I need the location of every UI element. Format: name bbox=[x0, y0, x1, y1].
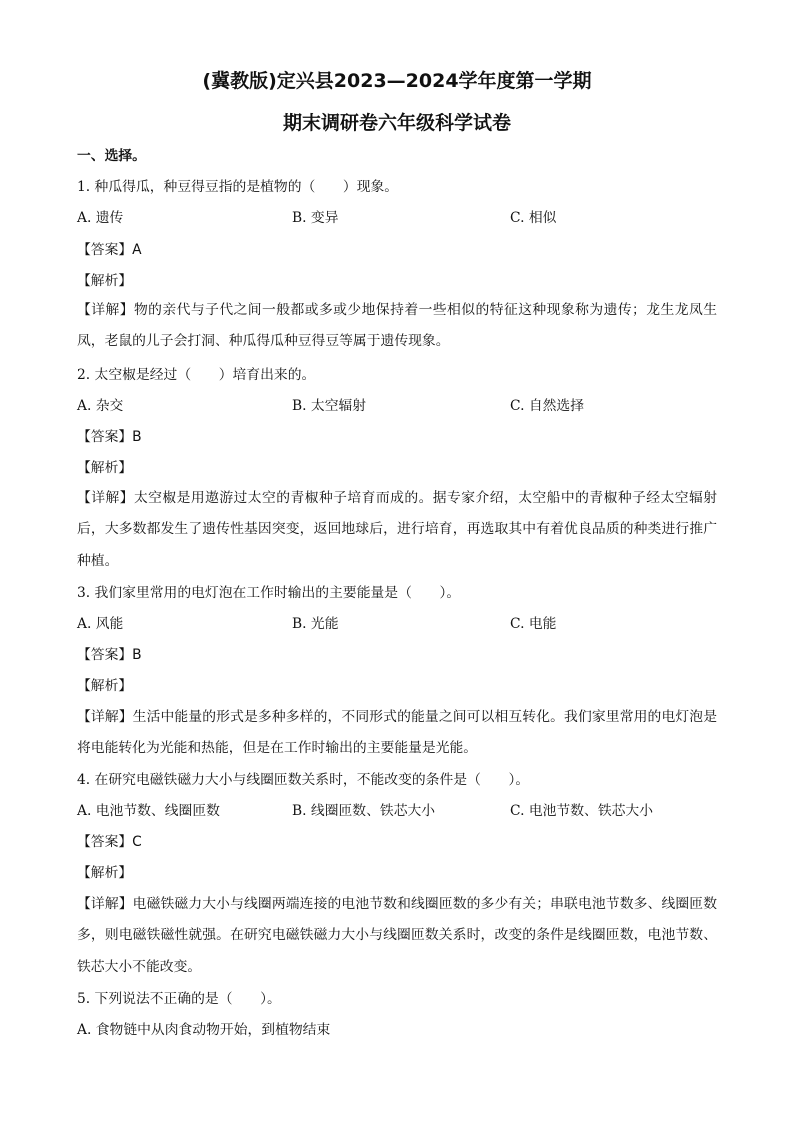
question-1-option-b: B. 变异 bbox=[292, 210, 339, 226]
detail-label: 【详解】 bbox=[77, 490, 134, 506]
detail-label: 【详解】 bbox=[77, 709, 133, 725]
question-stem-5: 5. 下列说法不正确的是（ ）。 bbox=[77, 991, 281, 1007]
question-4-option-c: C. 电池节数、铁芯大小 bbox=[510, 803, 654, 819]
question-2-answer: 【答案】B bbox=[77, 429, 142, 445]
question-5-option-a: A. 食物链中从肉食动物开始，到植物结束 bbox=[77, 1022, 331, 1038]
page-title-line-1: (冀教版)定兴县2023—2024学年度第一学期 bbox=[202, 70, 592, 92]
question-1-answer: 【答案】A bbox=[77, 242, 142, 258]
section-heading: 一、选择。 bbox=[77, 148, 146, 164]
question-4-analysis-label: 【解析】 bbox=[77, 865, 133, 881]
question-stem-2: 2. 太空椒是经过（ ）培育出来的。 bbox=[77, 367, 316, 383]
detail-text: 电磁铁磁力大小与线圈两端连接的电池节数和线圈匝数的多少有关；串联电池节数多、线圈匝数多，则电磁铁磁性就强。在研究电磁铁磁力大小与线圈匝数关系时，改变的条件是线圈匝数，电池节数、铁芯大小不能改变。 bbox=[77, 896, 718, 975]
detail-label: 【详解】 bbox=[77, 302, 134, 318]
detail-text: 生活中能量的形式是多种多样的，不同形式的能量之间可以相互转化。我们家里常用的电灯泡是将电能转化为光能和热能，但是在工作时输出的主要能量是光能。 bbox=[77, 709, 718, 757]
question-3-answer: 【答案】B bbox=[77, 647, 142, 663]
question-4-answer: 【答案】C bbox=[77, 834, 142, 850]
detail-text: 物的亲代与子代之间一般都或多或少地保持着一些相似的特征这种现象称为遗传；龙生龙凤生凤，老鼠的儿子会打洞、种瓜得瓜种豆得豆等属于遗传现象。 bbox=[77, 302, 718, 350]
question-2-detail bbox=[77, 483, 717, 577]
question-3-detail bbox=[77, 702, 717, 765]
question-stem-1: 1. 种瓜得瓜，种豆得豆指的是植物的（ ）现象。 bbox=[77, 179, 399, 195]
question-4-option-b: B. 线圈匝数、铁芯大小 bbox=[292, 803, 436, 819]
detail-label: 【详解】 bbox=[77, 896, 133, 912]
question-1-option-a: A. 遗传 bbox=[77, 210, 124, 226]
question-2-option-b: B. 太空辐射 bbox=[292, 398, 367, 414]
question-3-option-a: A. 风能 bbox=[77, 616, 124, 632]
question-3-option-b: B. 光能 bbox=[292, 616, 339, 632]
page-title-line-2: 期末调研卷六年级科学试卷 bbox=[282, 112, 511, 134]
question-1-detail bbox=[77, 295, 717, 358]
question-1-option-c: C. 相似 bbox=[510, 210, 557, 226]
detail-text: 太空椒是用遨游过太空的青椒种子培育而成的。据专家介绍，太空船中的青椒种子经太空辐射后，大多数都发生了遗传性基因突变，返回地球后，进行培育，再选取其中有着优良品质的种类进行推广种植。 bbox=[77, 490, 718, 569]
question-1-analysis-label: 【解析】 bbox=[77, 273, 133, 289]
question-4-detail bbox=[77, 889, 717, 983]
question-4-option-a: A. 电池节数、线圈匝数 bbox=[77, 803, 220, 819]
question-stem-4: 4. 在研究电磁铁磁力大小与线圈匝数关系时，不能改变的条件是（ ）。 bbox=[77, 772, 530, 788]
question-stem-3: 3. 我们家里常用的电灯泡在工作时输出的主要能量是（ ）。 bbox=[77, 585, 461, 601]
question-3-option-c: C. 电能 bbox=[510, 616, 557, 632]
question-2-analysis-label: 【解析】 bbox=[77, 460, 133, 476]
question-3-analysis-label: 【解析】 bbox=[77, 678, 133, 694]
question-2-option-a: A. 杂交 bbox=[77, 398, 124, 414]
question-2-option-c: C. 自然选择 bbox=[510, 398, 585, 414]
